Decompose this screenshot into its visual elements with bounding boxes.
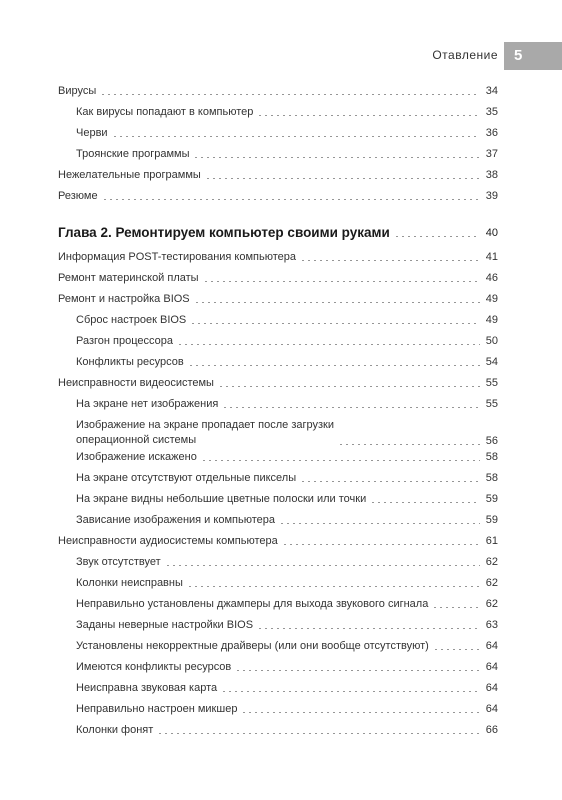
toc-entry-title: Неправильно настроен микшер xyxy=(76,703,238,715)
toc-entry xyxy=(76,313,498,327)
toc-entry xyxy=(58,376,498,390)
toc-page-number: 64 xyxy=(485,640,498,652)
dot-leader xyxy=(218,386,480,387)
toc-entry-title: Нежелательные программы xyxy=(58,169,201,181)
toc-entry xyxy=(76,418,498,448)
toc-entry-title: Неисправности видеосистемы xyxy=(58,377,214,389)
toc-entry xyxy=(76,723,498,737)
toc-entry-title: Сброс настроек BIOS xyxy=(76,314,187,326)
dot-leader xyxy=(187,586,480,587)
toc-entry-title: Зависание изображения и компьютера xyxy=(76,514,275,526)
toc-page-number: 50 xyxy=(485,335,498,347)
toc-entry xyxy=(58,271,498,285)
toc-entry xyxy=(76,555,498,569)
toc-entry xyxy=(76,597,498,611)
dot-leader xyxy=(235,670,480,671)
toc-page-number: 64 xyxy=(485,661,498,673)
toc-entry-title-line1: Изображение на экране пропадает после загрузки xyxy=(76,419,334,431)
toc-page-number: 34 xyxy=(485,85,498,97)
toc-entry xyxy=(76,126,498,140)
toc-entry xyxy=(76,660,498,674)
dot-leader xyxy=(221,691,480,692)
dot-leader xyxy=(300,260,480,261)
toc-page-number: 49 xyxy=(485,293,498,305)
toc-page-number: 62 xyxy=(485,598,498,610)
dot-leader xyxy=(190,323,480,324)
toc-entry xyxy=(76,147,498,161)
toc-page-number: 61 xyxy=(485,535,498,547)
toc-entry xyxy=(76,334,498,348)
toc-entry xyxy=(76,471,498,485)
toc-entry-title: Ремонт и настройка BIOS xyxy=(58,293,190,305)
toc-entry xyxy=(76,576,498,590)
toc-entry-title-line2: операционной системы xyxy=(76,434,197,446)
dot-leader xyxy=(433,649,480,650)
toc-page-number: 37 xyxy=(485,148,498,160)
toc-page-number: 58 xyxy=(485,451,498,463)
toc-entry-title: Разгон процессора xyxy=(76,335,173,347)
toc-entry xyxy=(76,105,498,119)
dot-leader xyxy=(188,365,480,366)
toc-entry xyxy=(58,84,498,98)
toc-entry xyxy=(76,681,498,695)
toc-entry-title: Вирусы xyxy=(58,85,97,97)
toc-entry xyxy=(58,292,498,306)
toc-entry-title: На экране видны небольшие цветные полоски или точки xyxy=(76,493,367,505)
toc-entry-title: Колонки неисправны xyxy=(76,577,183,589)
toc-entry xyxy=(76,355,498,369)
toc-page-number: 64 xyxy=(485,682,498,694)
running-header xyxy=(0,42,562,70)
toc-page-number: 36 xyxy=(485,127,498,139)
toc-entry-title: Черви xyxy=(76,127,108,139)
toc-entry-title: Имеются конфликты ресурсов xyxy=(76,661,232,673)
toc-entry-title: Заданы неверные настройки BIOS xyxy=(76,619,254,631)
dot-leader xyxy=(112,136,480,137)
toc-page-number: 41 xyxy=(485,251,498,263)
toc-page-number: 58 xyxy=(485,472,498,484)
dot-leader xyxy=(222,407,480,408)
toc-entry-title xyxy=(76,418,334,448)
page-number-box xyxy=(504,42,562,70)
dot-leader xyxy=(157,733,480,734)
toc-page-number: 66 xyxy=(485,724,498,736)
dot-leader xyxy=(177,344,480,345)
toc-chapter-entry xyxy=(58,226,498,240)
toc-page-number: 39 xyxy=(485,190,498,202)
dot-leader xyxy=(257,628,480,629)
toc-page-number: 46 xyxy=(485,272,498,284)
toc-page-number: 62 xyxy=(485,556,498,568)
dot-leader xyxy=(193,157,480,158)
toc-entry xyxy=(76,702,498,716)
toc-entry xyxy=(76,618,498,632)
toc-entry-title: Звук отсутствует xyxy=(76,556,161,568)
toc-entry-title: Информация POST-тестирования компьютера xyxy=(58,251,297,263)
toc-page-number: 38 xyxy=(485,169,498,181)
dot-leader xyxy=(300,481,480,482)
toc-entry-title: Неправильно установлены джамперы для выхода звукового сигнала xyxy=(76,598,429,610)
toc-entry xyxy=(76,450,498,464)
toc-page-number: 64 xyxy=(485,703,498,715)
toc-entry-title: На экране отсутствуют отдельные пикселы xyxy=(76,472,297,484)
toc-entry-title: Глава 2. Ремонтируем компьютер своими руками xyxy=(58,225,390,240)
toc-entry-title: Как вирусы попадают в компьютер xyxy=(76,106,254,118)
toc-entry xyxy=(76,639,498,653)
toc-entry-title: Неисправности аудиосистемы компьютера xyxy=(58,535,278,547)
toc-entry-title: Троянские программы xyxy=(76,148,190,160)
dot-leader xyxy=(279,523,480,524)
dot-leader xyxy=(203,281,480,282)
toc-entry-title: Неисправна звуковая карта xyxy=(76,682,218,694)
toc-page-number: 55 xyxy=(485,377,498,389)
dot-leader xyxy=(370,502,480,503)
toc-page-number: 55 xyxy=(485,398,498,410)
toc-page-number: 49 xyxy=(485,314,498,326)
toc-page-number: 59 xyxy=(485,493,498,505)
dot-leader xyxy=(241,712,480,713)
toc-page-number: 35 xyxy=(485,106,498,118)
page-number: 5 xyxy=(514,47,523,64)
dot-leader xyxy=(194,302,480,303)
toc-page-number: 62 xyxy=(485,577,498,589)
toc-entry-title: Установлены некорректные драйверы (или они вообще отсутствуют) xyxy=(76,640,429,652)
toc-entry-title: Колонки фонят xyxy=(76,724,154,736)
toc-entry-title: Изображение искажено xyxy=(76,451,197,463)
toc-entry xyxy=(58,168,498,182)
toc-page-number: 56 xyxy=(485,435,498,447)
toc-page-number: 40 xyxy=(485,227,498,239)
dot-leader xyxy=(205,178,480,179)
toc-entry-title: Конфликты ресурсов xyxy=(76,356,184,368)
dot-leader xyxy=(338,444,480,445)
toc-entry-title: Ремонт материнской платы xyxy=(58,272,199,284)
toc-page-number: 54 xyxy=(485,356,498,368)
toc-entry-title: Резюме xyxy=(58,190,98,202)
toc-entry xyxy=(58,534,498,548)
dot-leader xyxy=(257,115,480,116)
dot-leader xyxy=(102,199,480,200)
toc-entry xyxy=(58,189,498,203)
dot-leader xyxy=(100,94,480,95)
toc-page-number: 59 xyxy=(485,514,498,526)
running-header-title: Отавление xyxy=(432,48,498,62)
toc-entry xyxy=(76,397,498,411)
dot-leader xyxy=(394,236,480,237)
toc-entry xyxy=(76,492,498,506)
dot-leader xyxy=(432,607,480,608)
dot-leader xyxy=(282,544,480,545)
toc-entry xyxy=(58,250,498,264)
dot-leader xyxy=(165,565,480,566)
toc-entry xyxy=(76,513,498,527)
toc-page-number: 63 xyxy=(485,619,498,631)
dot-leader xyxy=(201,460,480,461)
toc-entry-title: На экране нет изображения xyxy=(76,398,219,410)
